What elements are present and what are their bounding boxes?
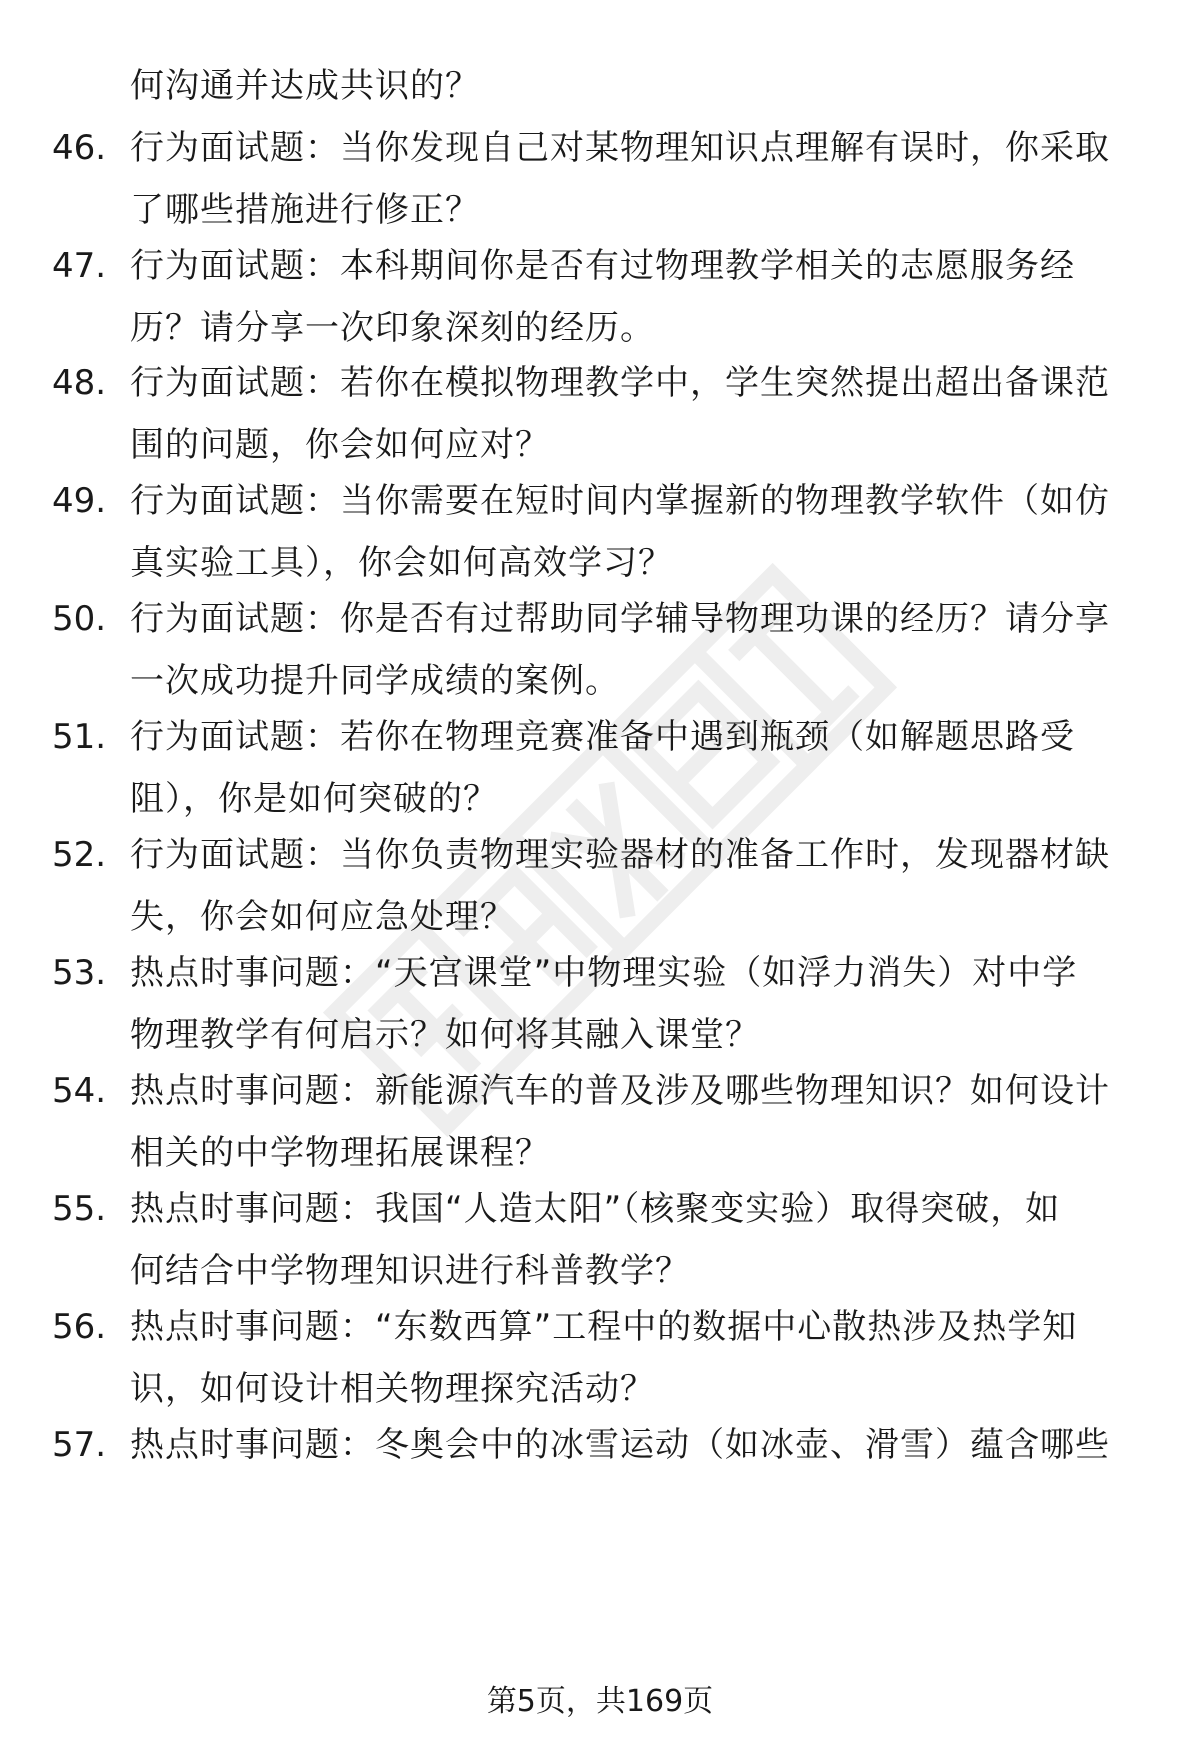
question-line: 行为面试题：当你需要在短时间内掌握新的物理教学软件（如仿	[130, 481, 1110, 521]
question-line: 阻），你是如何突破的？	[130, 779, 498, 819]
list-item	[0, 117, 1200, 241]
question-text	[130, 1414, 1150, 1476]
question-number: 57.	[52, 1425, 107, 1465]
page-footer: 第5页，共169页	[486, 1684, 714, 1719]
question-text	[130, 1060, 1150, 1184]
question-number: 55.	[52, 1189, 107, 1229]
list-item	[0, 942, 1200, 1066]
question-line: 行为面试题：本科期间你是否有过物理教学相关的志愿服务经	[130, 246, 1075, 286]
question-text	[130, 470, 1150, 594]
question-line: 真实验工具），你会如何高效学习？	[130, 543, 673, 583]
question-text	[130, 117, 1150, 241]
question-line: 行为面试题：你是否有过帮助同学辅导物理功课的经历？请分享	[130, 599, 1110, 639]
question-number: 52.	[52, 835, 107, 875]
question-text	[130, 235, 1150, 359]
continuation-text: 何沟通并达成共识的？	[130, 66, 480, 106]
list-item	[0, 1296, 1200, 1420]
question-line: 热点时事问题：“天宫课堂”中物理实验（如浮力消失）对中学	[130, 953, 1078, 993]
question-text	[130, 824, 1150, 948]
question-text	[130, 706, 1150, 830]
question-line: 了哪些措施进行修正？	[130, 190, 480, 230]
question-number: 56.	[52, 1307, 107, 1347]
list-item	[0, 588, 1200, 712]
question-line: 热点时事问题：我国“人造太阳”（核聚变实验）取得突破，如	[130, 1189, 1061, 1229]
question-number: 53.	[52, 953, 107, 993]
question-line: 热点时事问题：冬奥会中的冰雪运动（如冰壶、滑雪）蕴含哪些	[130, 1425, 1110, 1465]
question-number: 48.	[52, 363, 107, 403]
question-number: 46.	[52, 128, 107, 168]
question-number: 51.	[52, 717, 107, 757]
question-text	[130, 1296, 1150, 1420]
question-line: 识，如何设计相关物理探究活动？	[130, 1369, 655, 1409]
question-line: 行为面试题：当你负责物理实验器材的准备工作时，发现器材缺	[130, 835, 1110, 875]
question-text	[130, 588, 1150, 712]
question-number: 50.	[52, 599, 107, 639]
question-line: 热点时事问题：新能源汽车的普及涉及哪些物理知识？如何设计	[130, 1071, 1110, 1111]
question-number: 47.	[52, 246, 107, 286]
list-item	[0, 352, 1200, 476]
list-item	[0, 1414, 1200, 1476]
list-item	[0, 1060, 1200, 1184]
list-item	[0, 235, 1200, 359]
question-line: 热点时事问题：“东数西算”工程中的数据中心散热涉及热学知	[130, 1307, 1078, 1347]
question-text	[130, 352, 1150, 476]
question-line: 相关的中学物理拓展课程？	[130, 1133, 550, 1173]
question-text	[130, 942, 1150, 1066]
question-line: 历？请分享一次印象深刻的经历。	[130, 308, 655, 348]
question-line: 物理教学有何启示？如何将其融入课堂？	[130, 1015, 760, 1055]
question-line: 何结合中学物理知识进行科普教学？	[130, 1251, 690, 1291]
question-line: 围的问题，你会如何应对？	[130, 425, 550, 465]
list-item	[0, 470, 1200, 594]
question-number: 49.	[52, 481, 107, 521]
question-line: 行为面试题：若你在物理竞赛准备中遇到瓶颈（如解题思路受	[130, 717, 1075, 757]
list-item	[0, 1178, 1200, 1302]
question-line: 失，你会如何应急处理？	[130, 897, 515, 937]
list-item	[0, 824, 1200, 948]
list-item	[0, 706, 1200, 830]
question-text	[130, 1178, 1150, 1302]
question-number: 54.	[52, 1071, 107, 1111]
question-line: 行为面试题：当你发现自己对某物理知识点理解有误时，你采取	[130, 128, 1110, 168]
question-line: 一次成功提升同学成绩的案例。	[130, 661, 620, 701]
question-line: 行为面试题：若你在模拟物理教学中，学生突然提出超出备课范	[130, 363, 1110, 403]
